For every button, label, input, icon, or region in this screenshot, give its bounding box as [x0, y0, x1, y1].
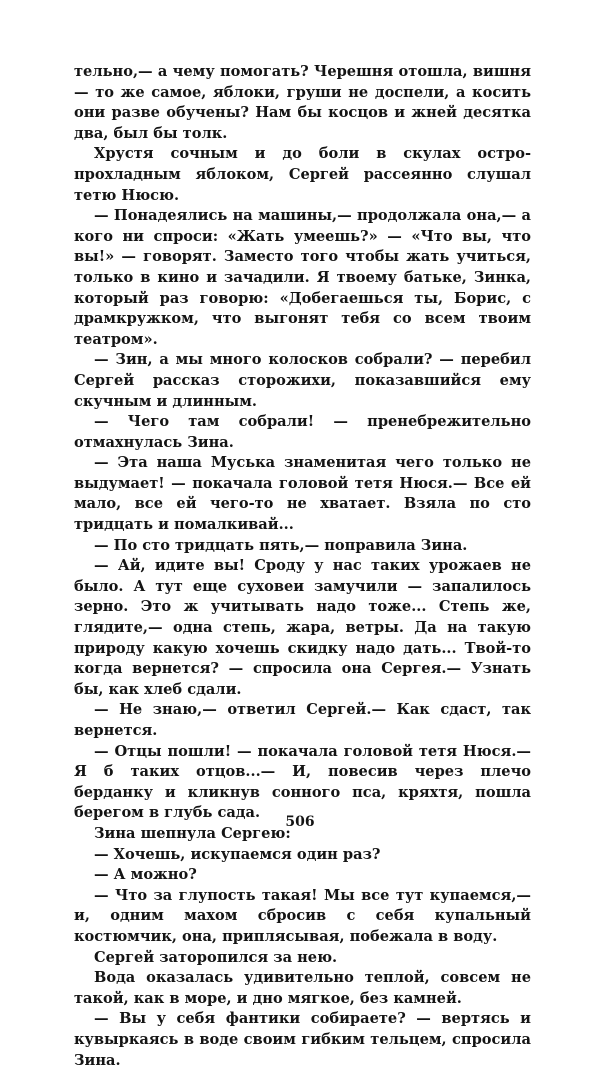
- paragraph: — Не знаю,— ответил Сергей.— Как сдаст, так вернется.: [74, 701, 531, 739]
- paragraph: Хрустя сочным и до боли в скулах остро-прохладным яблоком, Сергей рассеянно слушал тетю Нюсю.: [74, 145, 531, 204]
- paragraph: — Ай, идите вы! Сроду у нас таких урожаев не было. А тут еще суховеи замучили — запалилось зерно. Это ж учитывать надо тоже... Степь же, глядите,— одна степь, жара, ветры. Да на такую природу какую хочешь скидку надо дать... Твой-то когда вернется? — спросила она Сергея.— Узнать бы, как хлеб сдали.: [74, 557, 531, 698]
- paragraph: — Вы у себя фантики собираете? — вертясь и кувыркаясь в воде своим гибким тельцем, спросила Зина.: [74, 1010, 531, 1069]
- page-number: 506: [285, 814, 315, 830]
- paragraph: — Что за глупость такая! Мы все тут купаемся,— и, одним махом сбросив с себя купальный костюмчик, она, приплясывая, побежала в воду.: [74, 886, 531, 945]
- paragraph: — Чего там собрали! — пренебрежительно отмахнулась Зина.: [74, 413, 531, 451]
- paragraph: — Отцы пошли! — покачала головой тетя Нюся.— Я б таких отцов...— И, повесив через плечо берданку и кликнув сонного пса, кряхтя, пошла берегом в глубь сада.: [74, 742, 531, 822]
- paragraph: Сергей заторопился за нею.: [94, 948, 338, 966]
- body-text: [74, 62, 531, 1071]
- paragraph: — Понадеялись на машины,— продолжала она,— а кого ни спроси: «Жать умеешь?» — «Что вы, что вы!» — говорят. Заместо того чтобы жать учиться, только в кино и зачадили. Я твоему батьке, Зинка, который раз говорю: «Добегаешься ты, Борис, с драмкружком, что выгонят тебя со всем твоим театром».: [74, 207, 531, 348]
- paragraph: — Эта наша Муська знаменитая чего только не выдумает! — покачала головой тетя Нюся.— Все ей мало, все ей чего-то не хватает. Взяла по сто тридцать и помалкивай...: [74, 454, 531, 534]
- paragraph: — А можно?: [94, 866, 197, 884]
- paragraph: — Хочешь, искупаемся один раз?: [94, 845, 381, 863]
- paragraph: — Зин, а мы много колосков собрали? — перебил Сергей рассказ сторожихи, показавшийся ему скучным и длинным.: [74, 351, 531, 410]
- paragraph: Зина шепнула Сергею:: [94, 824, 291, 842]
- paragraph: — По сто тридцать пять,— поправила Зина.: [94, 536, 468, 554]
- paragraph: Вода оказалась удивительно теплой, совсем не такой, как в море, и дно мягкое, без камней.: [74, 969, 531, 1007]
- paragraph-continuation: тельно,— а чему помогать? Черешня отошла, вишня — то же самое, яблоки, груши не доспели, а косить они разве обучены? Нам бы косцов и жней десятка два, был бы толк.: [74, 63, 531, 142]
